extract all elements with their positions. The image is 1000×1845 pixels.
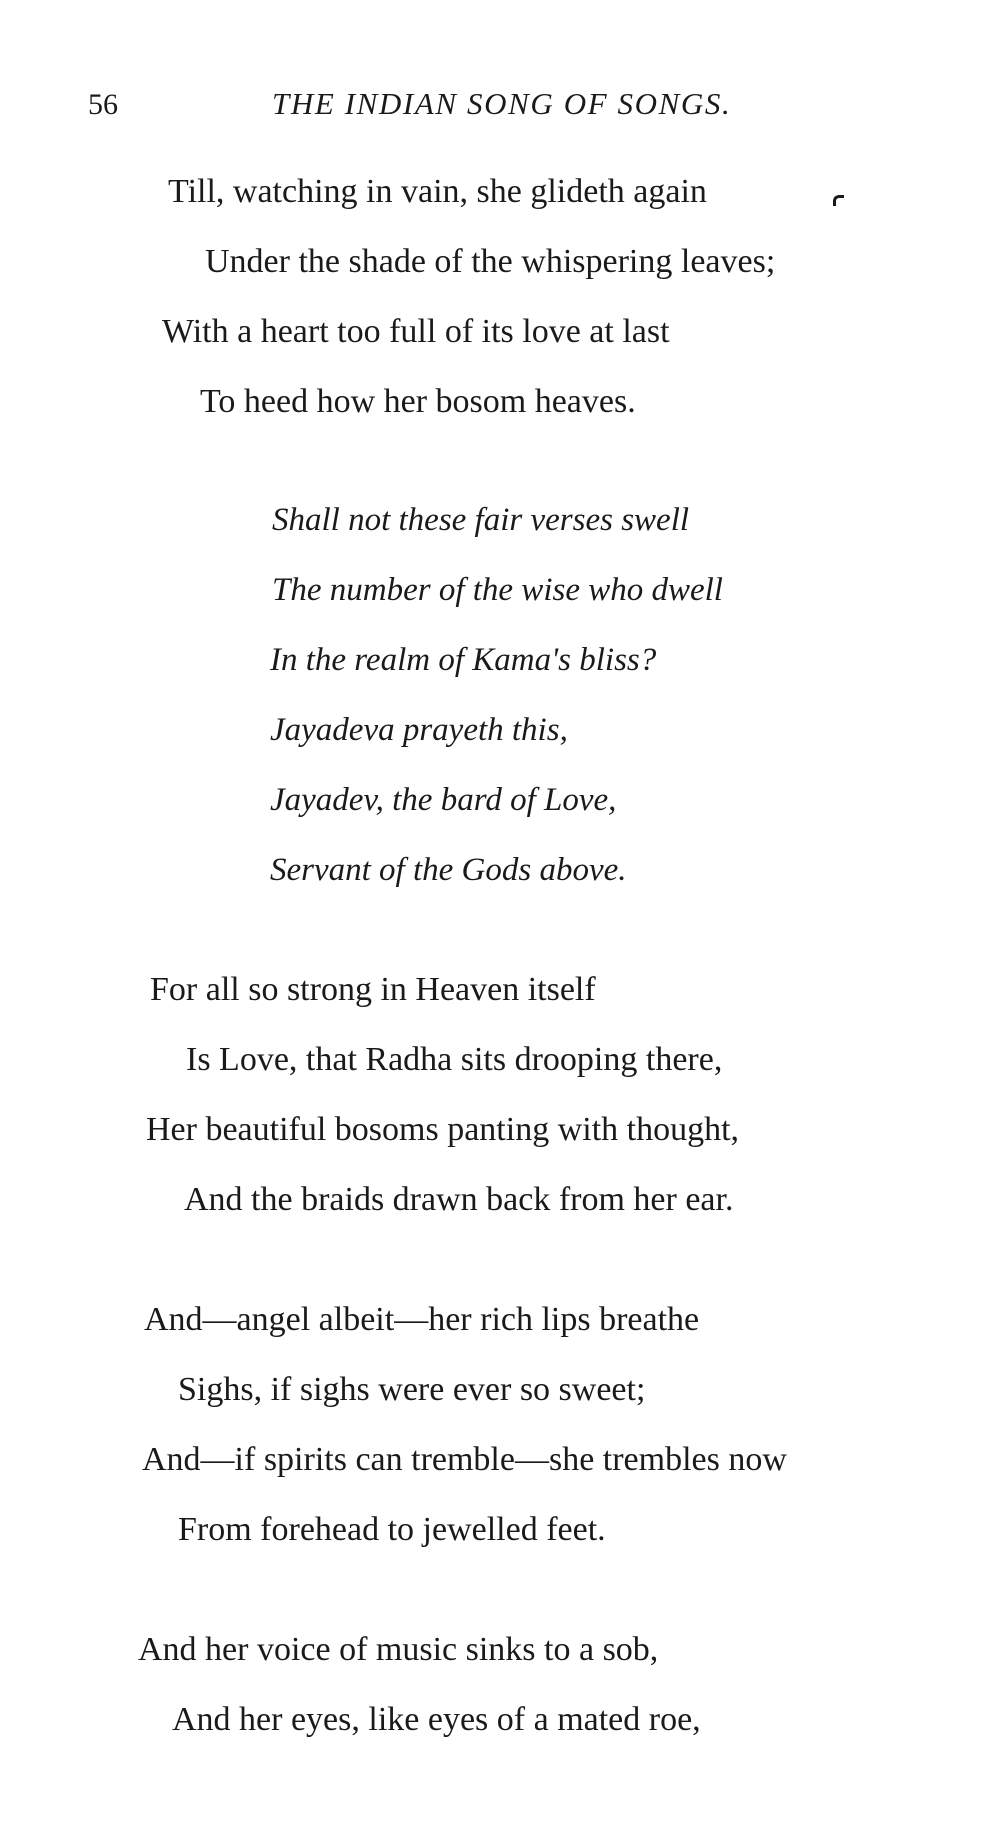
running-title: THE INDIAN SONG OF SONGS. — [272, 86, 732, 121]
page-number: 56 — [88, 88, 118, 121]
verse-line: Sighs, if sighs were ever so sweet; — [178, 1371, 646, 1408]
verse-line-italic: Jayadeva prayeth this, — [270, 712, 568, 748]
verse-line-italic: Jayadev, the bard of Love, — [270, 782, 617, 818]
verse-line: Under the shade of the whispering leaves; — [205, 243, 776, 280]
verse-line: And her eyes, like eyes of a mated roe, — [172, 1701, 701, 1738]
verse-line: And the braids drawn back from her ear. — [184, 1181, 734, 1218]
verse-line: With a heart too full of its love at last — [162, 313, 670, 350]
page-header — [0, 84, 1000, 134]
verse-line-italic: The number of the wise who dwell — [272, 572, 723, 608]
verse-line: Her beautiful bosoms panting with thought, — [146, 1111, 740, 1148]
verse-line: Till, watching in vain, she glideth again — [168, 173, 707, 210]
verse-line-italic: Shall not these fair verses swell — [272, 502, 690, 538]
verse-line: For all so strong in Heaven itself — [150, 971, 596, 1008]
verse-line: To heed how her bosom heaves. — [200, 383, 636, 420]
verse-line: And—if spirits can tremble—she trembles now — [142, 1441, 787, 1478]
verse-line: From forehead to jewelled feet. — [178, 1511, 606, 1548]
verse-line: And her voice of music sinks to a sob, — [138, 1631, 659, 1668]
verse-line: Is Love, that Radha sits drooping there, — [186, 1041, 723, 1078]
verse-line: And—angel albeit—her rich lips breathe — [144, 1301, 700, 1338]
verse-line-italic: In the realm of Kama's bliss? — [270, 642, 657, 678]
printer-mark — [833, 195, 844, 206]
verse-line-italic: Servant of the Gods above. — [270, 852, 627, 888]
